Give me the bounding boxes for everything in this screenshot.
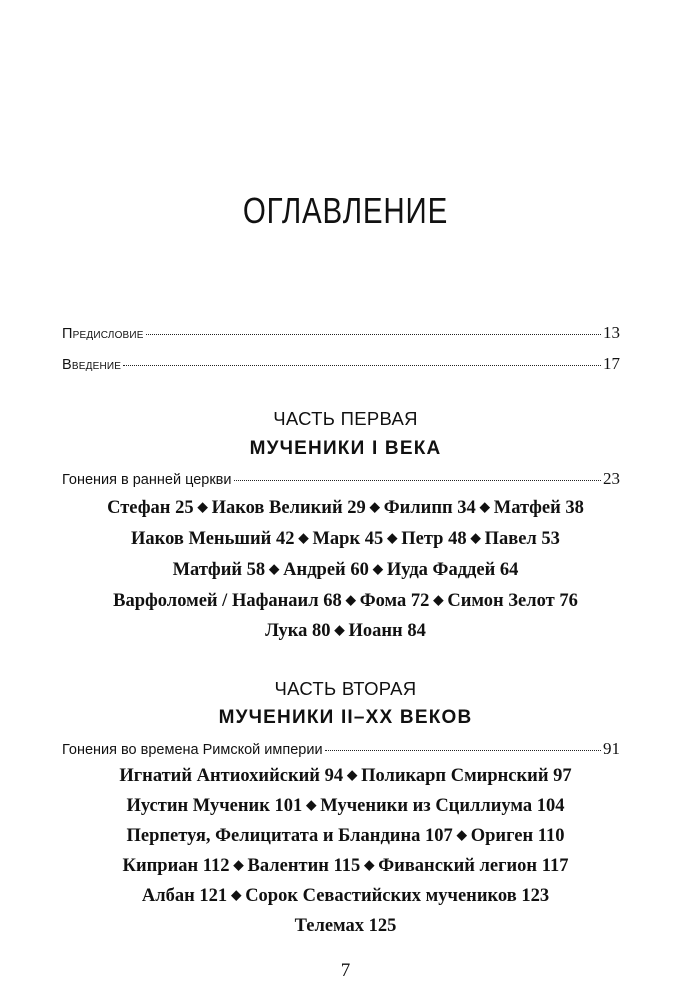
toc-martyr-entry: Мученики из Сциллиума 104 xyxy=(320,796,565,816)
toc-martyr-entry: Павел 53 xyxy=(484,529,560,549)
part1-title: МУЧЕНИКИ I ВЕКА xyxy=(249,438,442,459)
toc-martyr-entry: Телемах 125 xyxy=(294,916,397,936)
diamond-separator-icon: ◆ xyxy=(269,561,280,576)
toc-entry-label: Гонения в ранней церкви xyxy=(62,472,232,488)
toc-martyr-entry: Филипп 34 xyxy=(383,498,476,518)
toc-martyr-entry: Валентин 115 xyxy=(247,856,361,876)
toc-entry-label: Введение xyxy=(62,357,122,373)
part2-line xyxy=(0,826,691,847)
part2-title: МУЧЕНИКИ II–XX ВЕКОВ xyxy=(218,707,473,728)
part1-line xyxy=(0,498,691,519)
part1-line xyxy=(0,621,691,642)
part1-line xyxy=(0,529,691,550)
part2-line xyxy=(0,796,691,817)
toc-martyr-entry: Ориген 110 xyxy=(470,826,565,846)
diamond-separator-icon: ◆ xyxy=(433,592,444,607)
toc-entry-label: Предисловие xyxy=(62,326,144,342)
diamond-separator-icon: ◆ xyxy=(479,499,490,514)
diamond-separator-icon: ◆ xyxy=(470,530,481,545)
toc-martyr-entry: Петр 48 xyxy=(401,529,467,549)
diamond-separator-icon: ◆ xyxy=(387,530,398,545)
toc-martyr-entry: Лука 80 xyxy=(265,621,331,641)
toc-martyr-entry: Андрей 60 xyxy=(283,560,369,580)
diamond-separator-icon: ◆ xyxy=(364,857,375,872)
toc-entry-label: Гонения во времена Римской империи xyxy=(62,742,323,758)
diamond-separator-icon: ◆ xyxy=(372,561,383,576)
toc-martyr-entry: Матфий 58 xyxy=(172,560,266,580)
toc-martyr-entry: Поликарп Смирнский 97 xyxy=(361,766,572,786)
toc-martyr-entry: Сорок Севастийских мучеников 123 xyxy=(245,886,550,906)
part2-line xyxy=(0,916,691,937)
diamond-separator-icon: ◆ xyxy=(231,887,242,902)
part1-line xyxy=(0,591,691,612)
dot-leader xyxy=(146,333,601,335)
diamond-separator-icon: ◆ xyxy=(456,827,467,842)
toc-martyr-entry: Иаков Меньший 42 xyxy=(131,529,295,549)
toc-entry-part2-intro xyxy=(62,739,620,759)
toc-martyr-entry: Иуда Фаддей 64 xyxy=(386,560,519,580)
toc-martyr-entry: Иоанн 84 xyxy=(348,621,426,641)
toc-martyr-entry: Стефан 25 xyxy=(107,498,194,518)
dot-leader xyxy=(325,749,601,751)
part1-label: ЧАСТЬ ПЕРВАЯ xyxy=(273,408,418,429)
toc-entry-page: 13 xyxy=(603,323,620,342)
diamond-separator-icon: ◆ xyxy=(334,622,345,637)
toc-martyr-entry: Перпетуя, Фелицитата и Бландина 107 xyxy=(126,826,453,846)
page-number: 7 xyxy=(340,960,351,981)
toc-entry-page: 23 xyxy=(603,469,620,488)
toc-entry-page: 91 xyxy=(603,739,620,758)
toc-entry-preface xyxy=(62,323,620,343)
part1-line xyxy=(0,560,691,581)
diamond-separator-icon: ◆ xyxy=(306,797,317,812)
diamond-separator-icon: ◆ xyxy=(233,857,244,872)
toc-martyr-entry: Фиванский легион 117 xyxy=(378,856,569,876)
toc-entry-part1-intro xyxy=(62,469,620,489)
toc-martyr-entry: Иустин Мученик 101 xyxy=(126,796,303,816)
part2-line xyxy=(0,856,691,877)
part2-line xyxy=(0,766,691,787)
toc-entry-introduction xyxy=(62,354,620,374)
diamond-separator-icon: ◆ xyxy=(298,530,309,545)
part2-line xyxy=(0,886,691,907)
toc-martyr-entry: Фома 72 xyxy=(359,591,430,611)
toc-martyr-entry: Киприан 112 xyxy=(122,856,230,876)
toc-martyr-entry: Варфоломей / Нафанаил 68 xyxy=(113,591,342,611)
part2-label: ЧАСТЬ ВТОРАЯ xyxy=(274,678,417,699)
diamond-separator-icon: ◆ xyxy=(197,499,208,514)
diamond-separator-icon: ◆ xyxy=(369,499,380,514)
toc-martyr-entry: Матфей 38 xyxy=(493,498,584,518)
toc-martyr-entry: Марк 45 xyxy=(312,529,384,549)
diamond-separator-icon: ◆ xyxy=(347,767,358,782)
page-title: ОГЛАВЛЕНИЕ xyxy=(242,190,449,231)
toc-martyr-entry: Игнатий Антиохийский 94 xyxy=(119,766,344,786)
toc-martyr-entry: Албан 121 xyxy=(141,886,228,906)
toc-entry-page: 17 xyxy=(603,354,620,373)
diamond-separator-icon: ◆ xyxy=(345,592,356,607)
dot-leader xyxy=(234,479,602,481)
toc-martyr-entry: Симон Зелот 76 xyxy=(447,591,578,611)
dot-leader xyxy=(123,364,601,366)
toc-martyr-entry: Иаков Великий 29 xyxy=(211,498,366,518)
